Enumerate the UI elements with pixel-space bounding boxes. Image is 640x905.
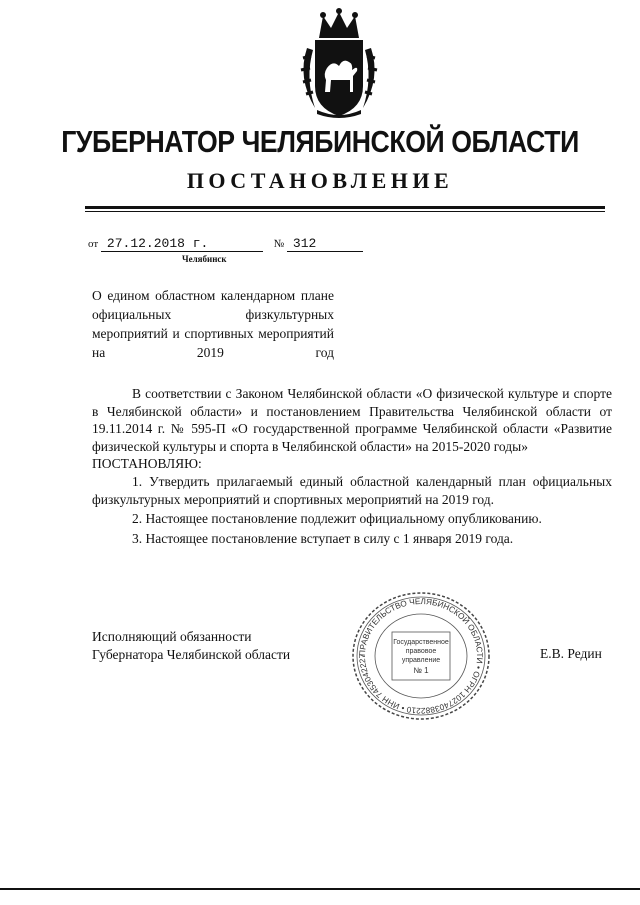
signatory-title — [92, 628, 290, 664]
number-sign: № — [273, 238, 285, 250]
body-item: 2. Настоящее постановление подлежит официальному опубликованию. — [132, 511, 542, 527]
signatory-name: Е.В. Редин — [540, 646, 602, 661]
signatory-title-line2: Губернатора Челябинской области — [92, 647, 291, 662]
resolve-heading: ПОСТАНОВЛЯЮ: — [92, 456, 202, 472]
date-number-line — [88, 236, 363, 252]
document-type-title: ПОСТАНОВЛЕНИЕ — [186, 168, 454, 193]
official-seal-stamp — [350, 590, 492, 722]
signatory-title-line1: Исполняющий обязанности — [92, 629, 252, 644]
document-number: 312 — [287, 236, 363, 252]
issuing-authority: ГУБЕРНАТОР ЧЕЛЯБИНСКОЙ ОБЛАСТИ — [61, 124, 579, 159]
stamp-center-line2: правовое — [405, 648, 437, 655]
header-divider-thick — [85, 206, 605, 209]
document-subject: О едином областном календарном плане официальных физкультурных мероприятий и спортивных мероприятий на 2019 год — [92, 288, 334, 360]
page-bottom-edge — [0, 888, 640, 890]
coat-of-arms-emblem — [295, 8, 383, 120]
document-date: 27.12.2018 г. — [101, 236, 263, 252]
preamble-paragraph: В соответствии с Законом Челябинской области «О физической культуре и спорте в Челябинской области» и постановлением Правительства Челябинской области от 19.11.2014 г. № 595-П «О государственной программе Челябинской области «Развитие физической культуры и спорта в Челябинской области» на 2015-2020 годы» — [92, 386, 612, 454]
document-body — [92, 385, 612, 547]
city-label: Челябинск — [182, 254, 227, 264]
body-item: 1. Утвердить прилагаемый единый областной календарный план официальных физкультурных мероприятий и спортивных мероприятий на 2019 год. — [92, 473, 612, 507]
stamp-center-line3: управление — [401, 657, 441, 664]
header-divider-thin — [85, 211, 605, 212]
body-item: 3. Настоящее постановление вступает в силу с 1 января 2019 года. — [132, 530, 514, 546]
stamp-center-line4: № 1 — [413, 666, 429, 675]
stamp-center-line1: Государственное — [393, 639, 449, 646]
date-prefix: от — [88, 238, 99, 250]
stamp-ring-text: ПРАВИТЕЛЬСТВО ЧЕЛЯБИНСКОЙ ОБЛАСТИ • ОГРН 1027403882210 • ИНН 7453042227 — [357, 596, 485, 716]
